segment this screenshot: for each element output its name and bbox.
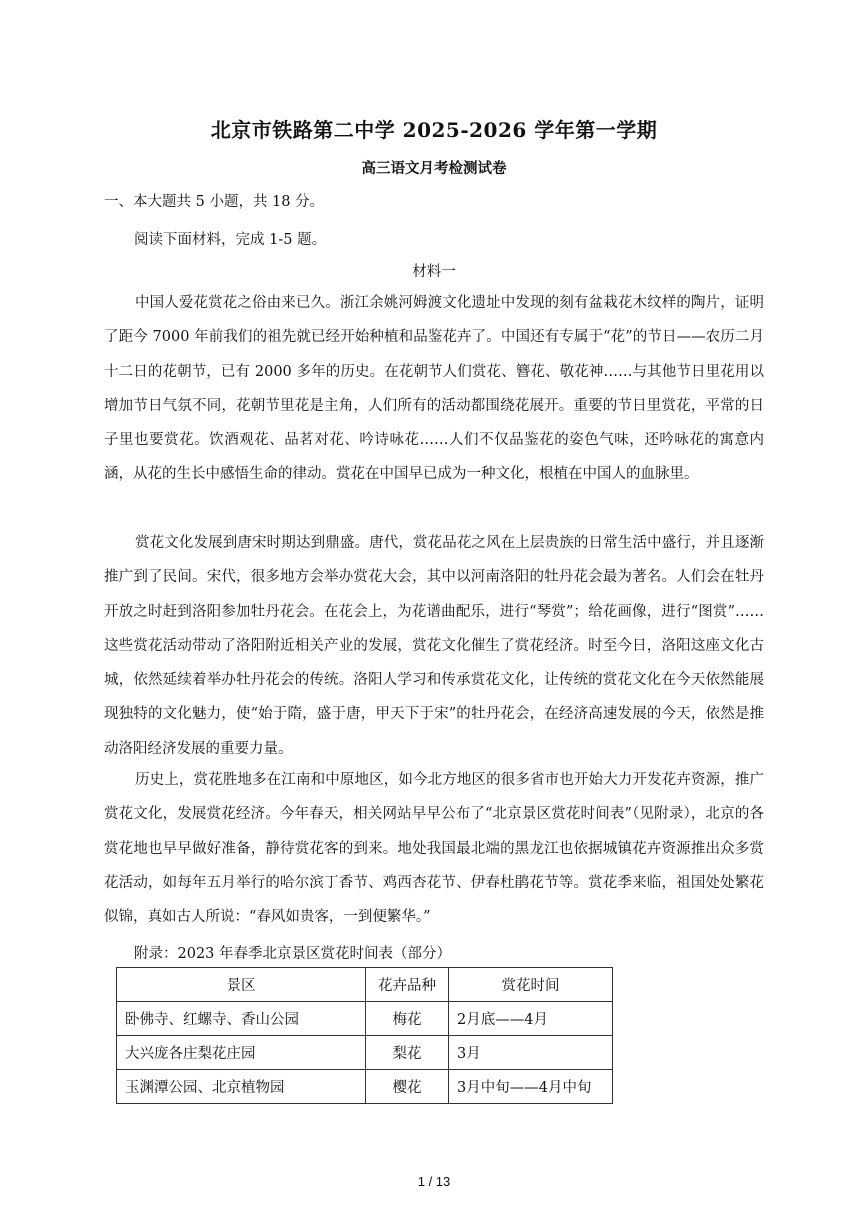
exam-title: 北京市铁路第二中学 2025-2026 学年第一学期 xyxy=(210,118,658,142)
cell-scenic-spot: 玉渊潭公园、北京植物园 xyxy=(117,1070,366,1104)
cell-scenic-spot: 大兴庞各庄梨花庄园 xyxy=(117,1036,366,1070)
paragraph-3: 历史上，赏花胜地多在江南和中原地区，如今北方地区的很多省市也开始大力开发花卉资源，推广赏花文化，发展赏花经济。今年春天，相关网站早早公布了“北京景区赏花时间表”（见附录），北京的各赏花地也早早做好准备，静待赏花客的到来。地处我国最北端的黑龙江也依据城镇花卉资源推出众多赏花活动，如每年五月举行的哈尔滨丁香节、鸡西杏花节、伊春杜鹃花节等。赏花季来临，祖国处处繁花似锦，真如古人所说：“春风如贵客，一到便繁华。” xyxy=(104,772,764,926)
cell-viewing-time: 2月底——4月 xyxy=(449,1002,613,1036)
table-row xyxy=(117,1070,613,1104)
appendix-title: 附录：2023 年春季北京景区赏花时间表（部分） xyxy=(134,946,452,962)
cell-flower-variety: 梅花 xyxy=(366,1002,449,1036)
page-number: 1 / 13 xyxy=(417,1174,451,1189)
paragraph-2: 赏花文化发展到唐宋时期达到鼎盛。唐代，赏花品花之风在上层贵族的日常生活中盛行，并且逐渐推广到了民间。宋代，很多地方会举办赏花大会，其中以河南洛阳的牡丹花会最为著名。人们会在牡丹开放之时赶到洛阳参加牡丹花会。在花会上，为花谱曲配乐，进行“琴赏”；给花画像，进行“图赏”……这些赏花活动带动了洛阳附近相关产业的发展，赏花文化催生了赏花经济。时至今日，洛阳这座文化古城，依然延续着举办牡丹花会的传统。洛阳人学习和传承赏花文化，让传统的赏花文化在今天依然能展现独特的文化魅力，使“始于隋，盛于唐，甲天下于宋”的牡丹花会，在经济高速发展的今天，依然是推动洛阳经济发展的重要力量。 xyxy=(104,535,764,757)
reading-instruction: 阅读下面材料，完成 1-5 题。 xyxy=(134,232,327,248)
table-row xyxy=(117,1036,613,1070)
paragraph-1: 中国人爱花赏花之俗由来已久。浙江余姚河姆渡文化遗址中发现的刻有盆栽花木纹样的陶片，证明了距今 7000 年前我们的祖先就已经开始种植和品鉴花卉了。中国还有专属于“花”的节日——农历二月十二日的花朝节，已有 2000 多年的历史。在花朝节人们赏花、簪花、敬花神……与其他节日里花用以增加节日气氛不同，花朝节里花是主角，人们所有的活动都围绕花展开。重要的节日里赏花，平常的日子里也要赏花。饮酒观花、品茗对花、吟诗咏花……人们不仅品鉴花的姿色气味，还吟咏花的寓意内涵，从花的生长中感悟生命的律动。赏花在中国早已成为一种文化，根植在中国人的血脉里。 xyxy=(104,295,764,483)
cell-viewing-time: 3月中旬——4月中旬 xyxy=(449,1070,613,1104)
exam-subtitle: 高三语文月考检测试卷 xyxy=(361,160,507,177)
material-label: 材料一 xyxy=(412,264,456,280)
column-header-scenic-spot: 景区 xyxy=(117,968,366,1002)
cell-scenic-spot: 卧佛寺、红螺寺、香山公园 xyxy=(117,1002,366,1036)
cell-flower-variety: 樱花 xyxy=(366,1070,449,1104)
section-heading: 一、本大题共 5 小题，共 18 分。 xyxy=(104,194,325,210)
table-row xyxy=(117,1002,613,1036)
cell-viewing-time: 3月 xyxy=(449,1036,613,1070)
column-header-viewing-time: 赏花时间 xyxy=(449,968,613,1002)
cell-flower-variety: 梨花 xyxy=(366,1036,449,1070)
column-header-flower-variety: 花卉品种 xyxy=(366,968,449,1002)
flower-schedule-table xyxy=(116,967,613,1104)
table-header-row xyxy=(117,968,613,1002)
